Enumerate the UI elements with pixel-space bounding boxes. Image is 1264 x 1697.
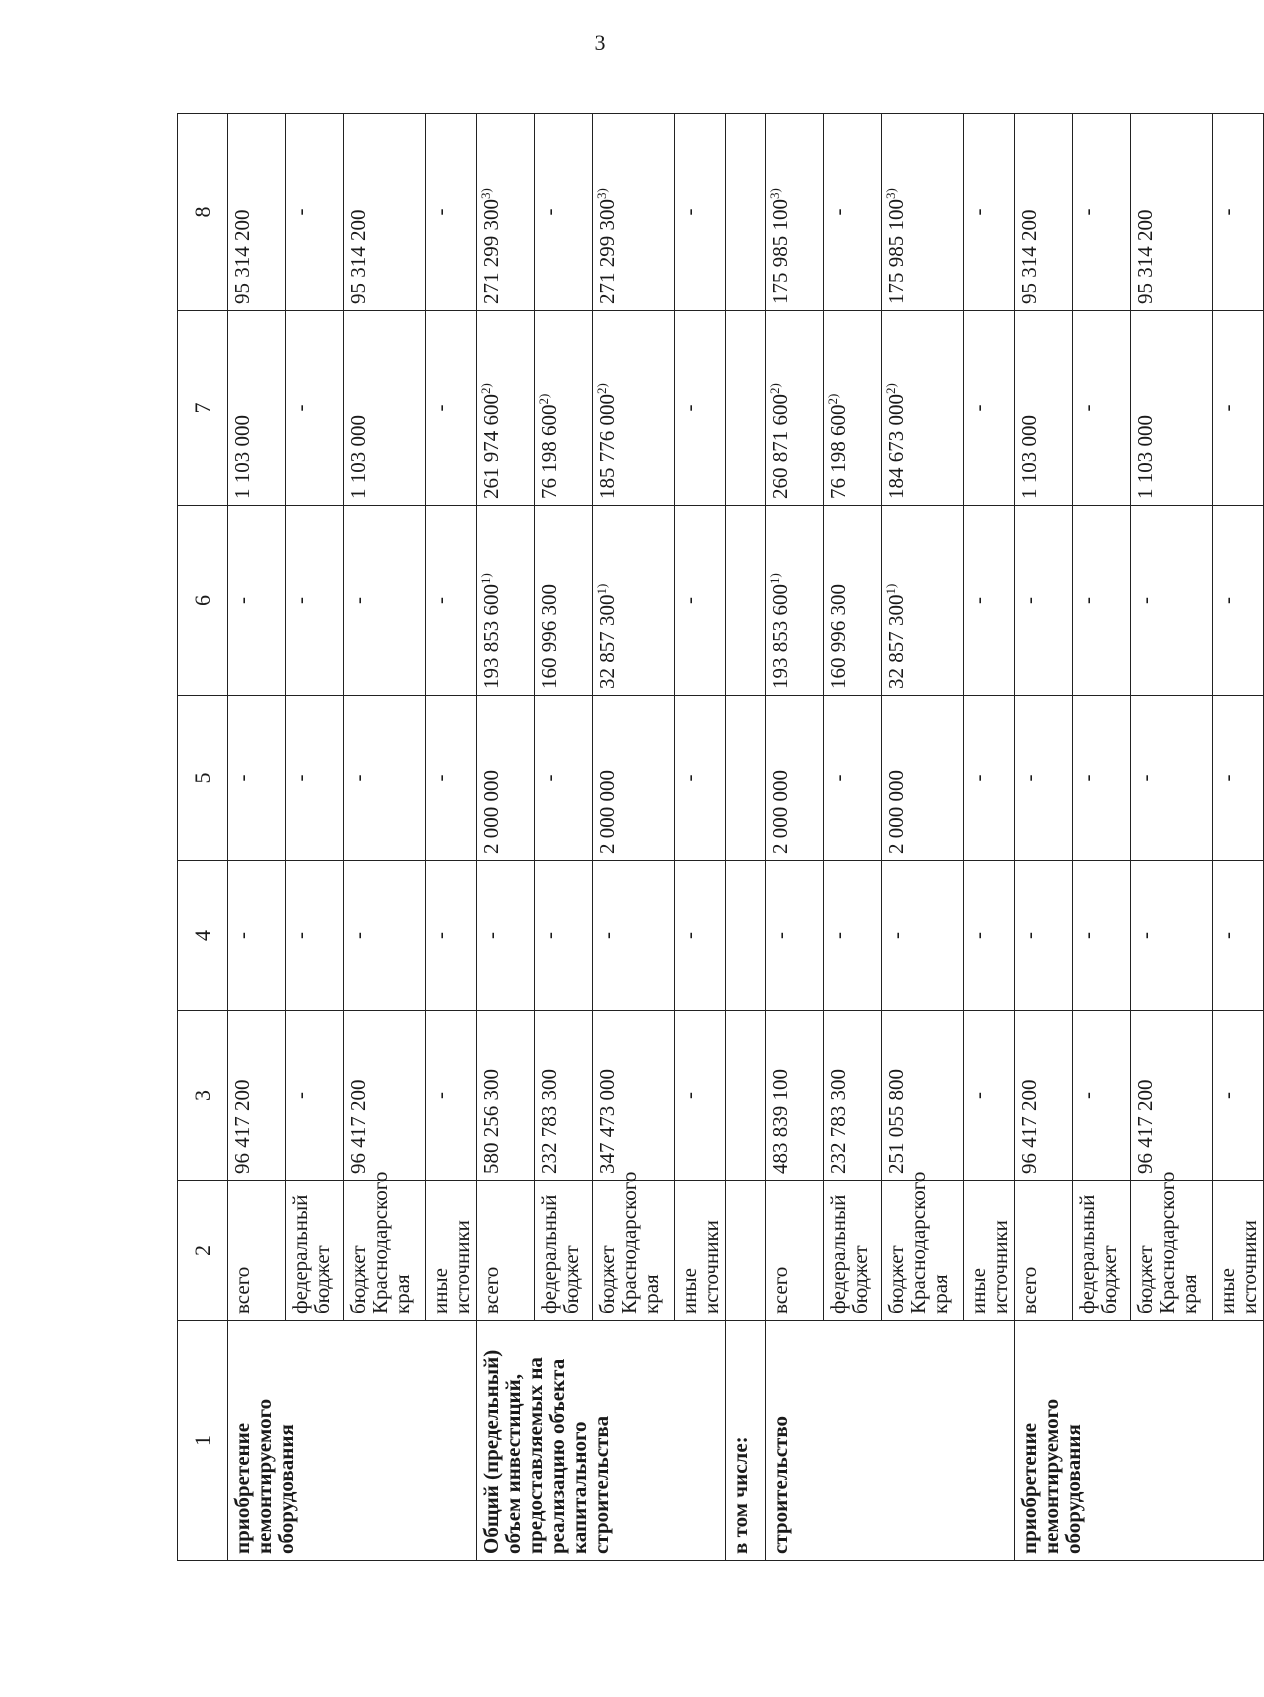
amount-value: -: [966, 404, 991, 412]
amount-cell-c8: [1015, 114, 1073, 311]
amount-value: -: [1075, 597, 1100, 604]
footnote-marker: 2): [767, 383, 783, 394]
row-group-label: приобретение немонтируемого оборудования: [228, 1321, 477, 1561]
amount-cell-c8: [1131, 114, 1213, 311]
amount-cell-c5: [675, 696, 726, 861]
amount-cell-c7: [477, 311, 535, 506]
amount-value: -: [1215, 1092, 1240, 1099]
column-number-header: 7: [178, 311, 228, 506]
amount-cell-c4: [1073, 861, 1131, 1011]
amount-value: -: [677, 404, 702, 412]
amount-cell-c3: [766, 1011, 824, 1181]
amount-cell-c8: [882, 114, 964, 311]
amount-value: -: [288, 774, 312, 782]
amount-cell-c6: [344, 506, 426, 696]
amount-value: -: [826, 774, 851, 782]
amount-cell-c3: [1073, 1011, 1131, 1181]
footnote-marker: 2): [825, 393, 841, 405]
amount-cell-c6: [1213, 506, 1264, 696]
funding-source: иные источники: [675, 1181, 726, 1321]
funding-source: иные источники: [964, 1181, 1015, 1321]
table-row: [1015, 114, 1073, 1561]
amount-value: -: [346, 597, 370, 604]
empty-cell: [726, 1011, 766, 1181]
amount-value: -: [1215, 404, 1240, 412]
amount-value: 232 783 300: [537, 1069, 562, 1174]
amount-value: -: [346, 774, 370, 782]
amount-cell-c3: [426, 1011, 477, 1181]
footnote-marker: 3): [883, 188, 899, 199]
amount-value: 95 314 200: [1017, 209, 1042, 304]
table-row-section-label: [726, 114, 766, 1561]
amount-value: -: [230, 774, 254, 782]
amount-cell-c7: [1015, 311, 1073, 506]
amount-value: 95 314 200: [230, 209, 254, 304]
table-row: [766, 114, 824, 1561]
amount-value: -: [428, 597, 452, 604]
amount-cell-c3: [675, 1011, 726, 1181]
amount-cell-c3: [344, 1011, 426, 1181]
empty-cell: [726, 506, 766, 696]
amount-cell-c6: [1131, 506, 1213, 696]
amount-cell-c7: [882, 311, 964, 506]
amount-value: 32 857 300: [595, 594, 620, 689]
amount-cell-c4: [593, 861, 675, 1011]
amount-cell-c5: [593, 696, 675, 861]
amount-cell-c5: [228, 696, 286, 861]
amount-value: -: [677, 597, 702, 604]
column-number-header: 8: [178, 114, 228, 311]
amount-cell-c4: [1213, 861, 1264, 1011]
footnote-marker: 2): [478, 383, 494, 394]
amount-cell-c4: [286, 861, 344, 1011]
amount-cell-c7: [426, 311, 477, 506]
amount-value: -: [537, 208, 562, 216]
footnote-marker: 3): [594, 188, 610, 199]
amount-cell-c5: [882, 696, 964, 861]
column-number-header: 6: [178, 506, 228, 696]
amount-cell-c4: [824, 861, 882, 1011]
amount-value: 76 198 600: [826, 404, 851, 499]
funding-source: всего: [477, 1181, 535, 1321]
amount-cell-c3: [477, 1011, 535, 1181]
amount-value: -: [677, 208, 702, 216]
amount-cell-c6: [286, 506, 344, 696]
amount-cell-c7: [535, 311, 593, 506]
amount-value: -: [428, 774, 452, 782]
amount-cell-c7: [675, 311, 726, 506]
financing-table: [177, 113, 1264, 1561]
amount-value: -: [537, 774, 562, 782]
amount-value: -: [1017, 932, 1042, 939]
amount-cell-c3: [228, 1011, 286, 1181]
amount-cell-c6: [426, 506, 477, 696]
funding-source: федеральный бюджет: [1073, 1181, 1131, 1321]
amount-cell-c8: [535, 114, 593, 311]
empty-cell: [726, 1181, 766, 1321]
footnote-marker: 1): [478, 573, 494, 584]
table-body: [178, 114, 1264, 1561]
funding-source: бюджет Краснодарского края: [1131, 1181, 1213, 1321]
amount-value: 95 314 200: [1133, 209, 1158, 304]
amount-cell-c5: [964, 696, 1015, 861]
amount-cell-c7: [286, 311, 344, 506]
amount-value: -: [1017, 597, 1042, 604]
amount-value: 175 985 100: [768, 199, 793, 304]
amount-cell-c5: [766, 696, 824, 861]
amount-value: 1 103 000: [1017, 415, 1042, 499]
footnote-marker: 1): [767, 573, 783, 584]
rotated-table-frame: [177, 114, 1262, 1561]
empty-cell: [726, 696, 766, 861]
amount-cell-c3: [964, 1011, 1015, 1181]
amount-value: -: [1133, 932, 1158, 939]
column-number-header: 1: [178, 1321, 228, 1561]
footnote-marker: 3): [478, 188, 494, 199]
empty-cell: [726, 311, 766, 506]
amount-cell-c4: [1015, 861, 1073, 1011]
amount-value: 95 314 200: [346, 209, 370, 304]
funding-source: бюджет Краснодарского края: [344, 1181, 426, 1321]
amount-cell-c7: [1131, 311, 1213, 506]
amount-value: -: [1133, 774, 1158, 782]
amount-cell-c8: [766, 114, 824, 311]
amount-value: 1 103 000: [1133, 415, 1158, 499]
amount-cell-c7: [766, 311, 824, 506]
amount-cell-c6: [477, 506, 535, 696]
amount-cell-c3: [1131, 1011, 1213, 1181]
column-number-header: 5: [178, 696, 228, 861]
amount-value: 193 853 600: [479, 584, 504, 689]
amount-cell-c8: [675, 114, 726, 311]
amount-value: -: [1075, 932, 1100, 939]
amount-value: -: [826, 208, 851, 216]
amount-value: -: [1215, 932, 1240, 939]
amount-cell-c8: [228, 114, 286, 311]
amount-cell-c5: [344, 696, 426, 861]
amount-value: -: [1075, 208, 1100, 216]
amount-value: 1 103 000: [230, 415, 254, 499]
amount-cell-c6: [535, 506, 593, 696]
amount-value: -: [966, 932, 991, 939]
column-number-header: 3: [178, 1011, 228, 1181]
amount-cell-c5: [1213, 696, 1264, 861]
footnote-marker: 3): [767, 188, 783, 199]
footnote-marker: 1): [594, 583, 610, 595]
amount-value: -: [346, 932, 370, 939]
amount-value: -: [768, 932, 793, 939]
amount-cell-c8: [344, 114, 426, 311]
amount-cell-c8: [426, 114, 477, 311]
funding-source: всего: [228, 1181, 286, 1321]
amount-value: 185 776 000: [595, 394, 620, 499]
amount-cell-c5: [1131, 696, 1213, 861]
amount-cell-c6: [824, 506, 882, 696]
amount-value: -: [966, 774, 991, 782]
amount-value: -: [884, 932, 909, 939]
amount-value: 261 974 600: [479, 394, 504, 499]
amount-cell-c6: [593, 506, 675, 696]
amount-value: 260 871 600: [768, 394, 793, 499]
amount-cell-c6: [1015, 506, 1073, 696]
amount-value: 271 299 300: [479, 199, 504, 304]
amount-value: 271 299 300: [595, 199, 620, 304]
amount-value: 1 103 000: [346, 415, 370, 499]
amount-value: -: [288, 404, 312, 412]
amount-value: -: [230, 932, 254, 939]
amount-value: 2 000 000: [768, 770, 793, 854]
amount-cell-c4: [766, 861, 824, 1011]
amount-cell-c3: [1213, 1011, 1264, 1181]
amount-cell-c3: [535, 1011, 593, 1181]
amount-cell-c4: [477, 861, 535, 1011]
amount-cell-c5: [477, 696, 535, 861]
section-label: в том числе:: [726, 1321, 766, 1561]
amount-value: 160 996 300: [537, 584, 562, 689]
amount-value: -: [288, 208, 312, 216]
amount-value: 2 000 000: [479, 770, 504, 854]
amount-value: -: [677, 932, 702, 939]
amount-cell-c4: [675, 861, 726, 1011]
amount-value: -: [537, 932, 562, 939]
amount-value: 2 000 000: [595, 770, 620, 854]
amount-cell-c4: [1131, 861, 1213, 1011]
empty-cell: [726, 861, 766, 1011]
amount-cell-c7: [593, 311, 675, 506]
amount-cell-c3: [286, 1011, 344, 1181]
amount-cell-c6: [766, 506, 824, 696]
amount-value: -: [428, 932, 452, 939]
amount-cell-c3: [593, 1011, 675, 1181]
amount-value: -: [1215, 208, 1240, 216]
amount-value: 160 996 300: [826, 584, 851, 689]
amount-cell-c7: [228, 311, 286, 506]
amount-value: 251 055 800: [884, 1069, 909, 1174]
column-number-header: 4: [178, 861, 228, 1011]
column-number-row: [178, 114, 228, 1561]
funding-source: всего: [1015, 1181, 1073, 1321]
amount-value: -: [1133, 597, 1158, 604]
amount-value: 193 853 600: [768, 584, 793, 689]
amount-value: -: [1075, 404, 1100, 412]
amount-value: -: [966, 597, 991, 604]
funding-source: федеральный бюджет: [286, 1181, 344, 1321]
amount-cell-c8: [824, 114, 882, 311]
amount-value: -: [479, 932, 504, 939]
amount-value: -: [428, 1092, 452, 1099]
amount-cell-c5: [535, 696, 593, 861]
amount-value: 96 417 200: [346, 1079, 370, 1174]
footnote-marker: 2): [594, 383, 610, 394]
footnote-marker: 2): [536, 393, 552, 405]
amount-cell-c4: [344, 861, 426, 1011]
column-number-header: 2: [178, 1181, 228, 1321]
amount-cell-c4: [964, 861, 1015, 1011]
amount-value: -: [1075, 1092, 1100, 1099]
amount-value: 32 857 300: [884, 594, 909, 689]
amount-cell-c7: [824, 311, 882, 506]
amount-cell-c8: [1073, 114, 1131, 311]
amount-value: -: [288, 932, 312, 939]
amount-cell-c4: [882, 861, 964, 1011]
amount-cell-c7: [1213, 311, 1264, 506]
amount-value: -: [1017, 774, 1042, 782]
amount-cell-c8: [964, 114, 1015, 311]
table-row: [477, 114, 535, 1561]
amount-cell-c4: [426, 861, 477, 1011]
row-group-label: строительство: [766, 1321, 1015, 1561]
funding-source: федеральный бюджет: [824, 1181, 882, 1321]
table-row: [228, 114, 286, 1561]
funding-source: иные источники: [426, 1181, 477, 1321]
amount-cell-c5: [824, 696, 882, 861]
amount-cell-c6: [964, 506, 1015, 696]
amount-cell-c3: [882, 1011, 964, 1181]
amount-cell-c6: [228, 506, 286, 696]
amount-cell-c6: [882, 506, 964, 696]
rotated-table-content: [177, 114, 1262, 1561]
funding-source: иные источники: [1213, 1181, 1264, 1321]
amount-cell-c5: [426, 696, 477, 861]
amount-value: -: [288, 597, 312, 604]
amount-value: -: [288, 1092, 312, 1099]
amount-value: 184 673 000: [884, 394, 909, 499]
amount-value: -: [1215, 774, 1240, 782]
amount-value: -: [1075, 774, 1100, 782]
amount-cell-c8: [1213, 114, 1264, 311]
amount-value: 96 417 200: [230, 1079, 254, 1174]
amount-cell-c4: [535, 861, 593, 1011]
footnote-marker: 2): [883, 383, 899, 394]
amount-cell-c8: [286, 114, 344, 311]
amount-value: -: [428, 404, 452, 412]
page-number: 3: [594, 30, 606, 55]
amount-value: -: [230, 597, 254, 604]
amount-cell-c4: [228, 861, 286, 1011]
amount-cell-c5: [286, 696, 344, 861]
footnote-marker: 1): [883, 583, 899, 595]
amount-value: -: [1215, 597, 1240, 604]
amount-value: -: [966, 208, 991, 216]
amount-value: 96 417 200: [1017, 1079, 1042, 1174]
amount-value: -: [428, 208, 452, 216]
funding-source: федеральный бюджет: [535, 1181, 593, 1321]
amount-cell-c7: [1073, 311, 1131, 506]
amount-value: 2 000 000: [884, 770, 909, 854]
funding-source: бюджет Краснодарского края: [593, 1181, 675, 1321]
amount-value: -: [677, 774, 702, 782]
funding-source: всего: [766, 1181, 824, 1321]
amount-value: 175 985 100: [884, 199, 909, 304]
amount-cell-c8: [477, 114, 535, 311]
amount-cell-c7: [964, 311, 1015, 506]
amount-value: -: [966, 1092, 991, 1099]
amount-cell-c8: [593, 114, 675, 311]
amount-value: -: [826, 932, 851, 939]
row-group-label: Общий (предельный) объем инвестиций, предоставляемых на реализацию объекта капитального строительства: [477, 1321, 726, 1561]
amount-cell-c3: [1015, 1011, 1073, 1181]
amount-value: -: [677, 1092, 702, 1099]
amount-cell-c7: [344, 311, 426, 506]
amount-cell-c6: [675, 506, 726, 696]
amount-cell-c3: [824, 1011, 882, 1181]
amount-value: 483 839 100: [768, 1069, 793, 1174]
amount-value: 580 256 300: [479, 1069, 504, 1174]
amount-value: 96 417 200: [1133, 1079, 1158, 1174]
amount-value: 347 473 000: [595, 1069, 620, 1174]
row-group-label: приобретение немонтируемого оборудования: [1015, 1321, 1264, 1561]
funding-source: бюджет Краснодарского края: [882, 1181, 964, 1321]
amount-value: 232 783 300: [826, 1069, 851, 1174]
empty-cell: [726, 114, 766, 311]
amount-cell-c5: [1073, 696, 1131, 861]
amount-value: 76 198 600: [537, 404, 562, 499]
amount-value: -: [595, 932, 620, 939]
amount-cell-c5: [1015, 696, 1073, 861]
amount-cell-c6: [1073, 506, 1131, 696]
